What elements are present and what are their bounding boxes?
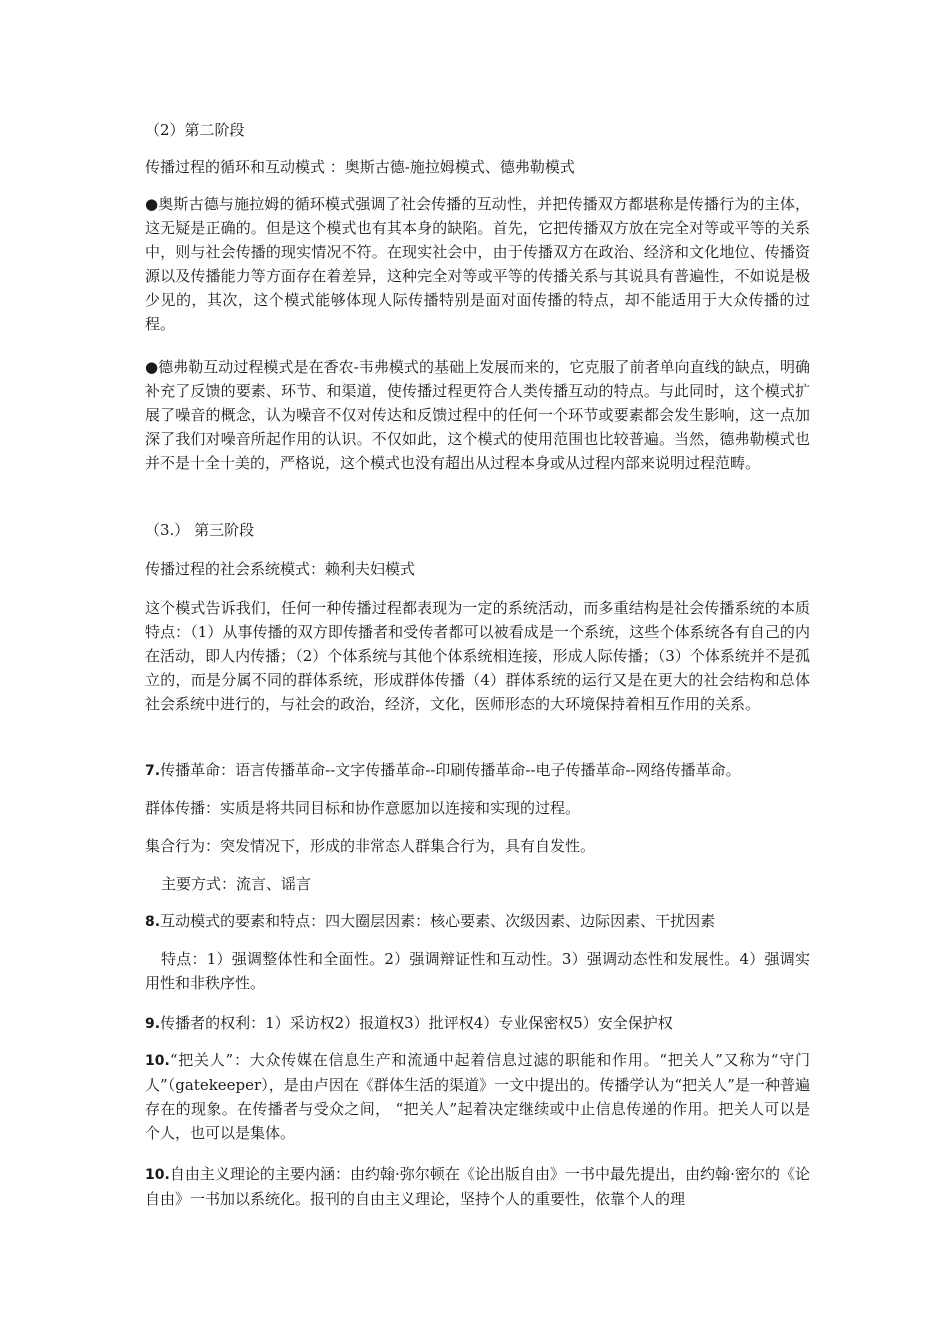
paragraph-riley-model: 这个模式告诉我们，任何一种传播过程都表现为一定的系统活动，而多重结构是社会传播系统的本质特点：（1）从事传播的双方即传播者和受传者都可以被看成是一个系统，这些个体系统各有自己的内在活动，即人内传播；（2）个体系统与其他个体系统相连接，形成人际传播；（3）个体系统并不是孤立的，而是分属不同的群体系统，形成群体传播（4）群体系统的运行又是在更大的社会结构和总体社会系统中进行的，与社会的政治，经济，文化，医师形态的大环境保持着相互作用的关系。 xyxy=(145,599,810,713)
item-9-communicator-rights xyxy=(145,1011,810,1036)
heading-stage-three: （3.） 第三阶段 xyxy=(145,521,255,539)
item-number: 8. xyxy=(145,914,161,930)
item-10-liberalism-theory xyxy=(145,1162,810,1211)
heading-stage-two: （2）第二阶段 xyxy=(145,121,245,139)
item-text: “把关人”：大众传媒在信息生产和流通中起着信息过滤的职能和作用。“把关人”又称为“守门人”（gatekeeper），是由卢因在《群体生活的渠道》一文中提出的。传播学认为“把关人”是一种普遍存在的现象。在传播者与受众之间， “把关人”起着决定继续或中止信息传递的作用。把关人可以是个人，也可以是集体。 xyxy=(145,1051,810,1142)
paragraph-features: 特点：1）强调整体性和全面性。2）强调辩证性和互动性。3）强调动态性和发展性。4）强调实用性和非秩序性。 xyxy=(145,950,810,992)
heading-interaction-model: 传播过程的循环和互动模式 ：奥斯古德-施拉姆模式、德弗勒模式 xyxy=(145,158,575,176)
heading-social-system-model: 传播过程的社会系统模式：赖利夫妇模式 xyxy=(145,560,416,578)
paragraph-osgood-schramm: ●奥斯古德与施拉姆的循环模式强调了社会传播的互动性，并把传播双方都堪称是传播行为的主体，这无疑是正确的。但是这个模式也有其本身的缺陷。首先，它把传播双方放在完全对等或平等的关系中，则与社会传播的现实情况不符。在现实社会中，由于传播双方在政治、经济和文化地位、传播资源以及传播能力等方面存在着差异，这种完全对等或平等的传播关系与其说具有普遍性，不如说是极少见的，其次，这个模式能够体现人际传播特别是面对面传播的特点，却不能适用于大众传播的过程。 xyxy=(145,195,810,333)
item-number: 7. xyxy=(145,763,161,779)
paragraph-defleur: ●德弗勒互动过程模式是在香农-韦弗模式的基础上发展而来的，它克服了前者单向直线的缺点，明确补充了反馈的要素、环节、和渠道，使传播过程更符合人类传播互动的特点。与此同时，这个模式扩展了噪音的概念，认为噪音不仅对传达和反馈过程中的任何一个环节或要素都会发生影响，这一点加深了我们对噪音所起作用的认识。不仅如此，这个模式的使用范围也比较普遍。当然，德弗勒模式也并不是十全十美的，严格说，这个模式也没有超出从过程本身或从过程内部来说明过程范畴。 xyxy=(145,358,810,472)
item-text: 传播者的权利：1）采访权2）报道权3）批评权4）专业保密权5）安全保护权 xyxy=(160,1014,673,1032)
item-10-gatekeeper xyxy=(145,1048,810,1145)
item-text: 互动模式的要素和特点：四大圈层因素：核心要素、次级因素、边际因素、干扰因素 xyxy=(160,912,716,930)
item-number: 10. xyxy=(145,1167,170,1183)
paragraph-collective-behavior: 集合行为：突发情况下，形成的非常态人群集合行为，具有自发性。 xyxy=(145,837,596,855)
item-number: 10. xyxy=(145,1053,170,1069)
item-text: 自由主义理论的主要内涵：由约翰·弥尔顿在《论出版自由》一书中最先提出，由约翰·密尔的《论自由》一书加以系统化。报刊的自由主义理论，坚持个人的重要性，依靠个人的理 xyxy=(145,1165,810,1208)
item-7-communication-revolution xyxy=(145,758,810,783)
paragraph-group-communication: 群体传播：实质是将共同目标和协作意愿加以连接和实现的过程。 xyxy=(145,799,581,817)
item-8-interaction-model xyxy=(145,909,810,934)
item-number: 9. xyxy=(145,1016,161,1032)
paragraph-main-forms: 主要方式：流言、谣言 xyxy=(161,875,312,893)
item-text: 传播革命：语言传播革命--文字传播革命--印刷传播革命--电子传播革命--网络传播革命。 xyxy=(160,761,741,779)
